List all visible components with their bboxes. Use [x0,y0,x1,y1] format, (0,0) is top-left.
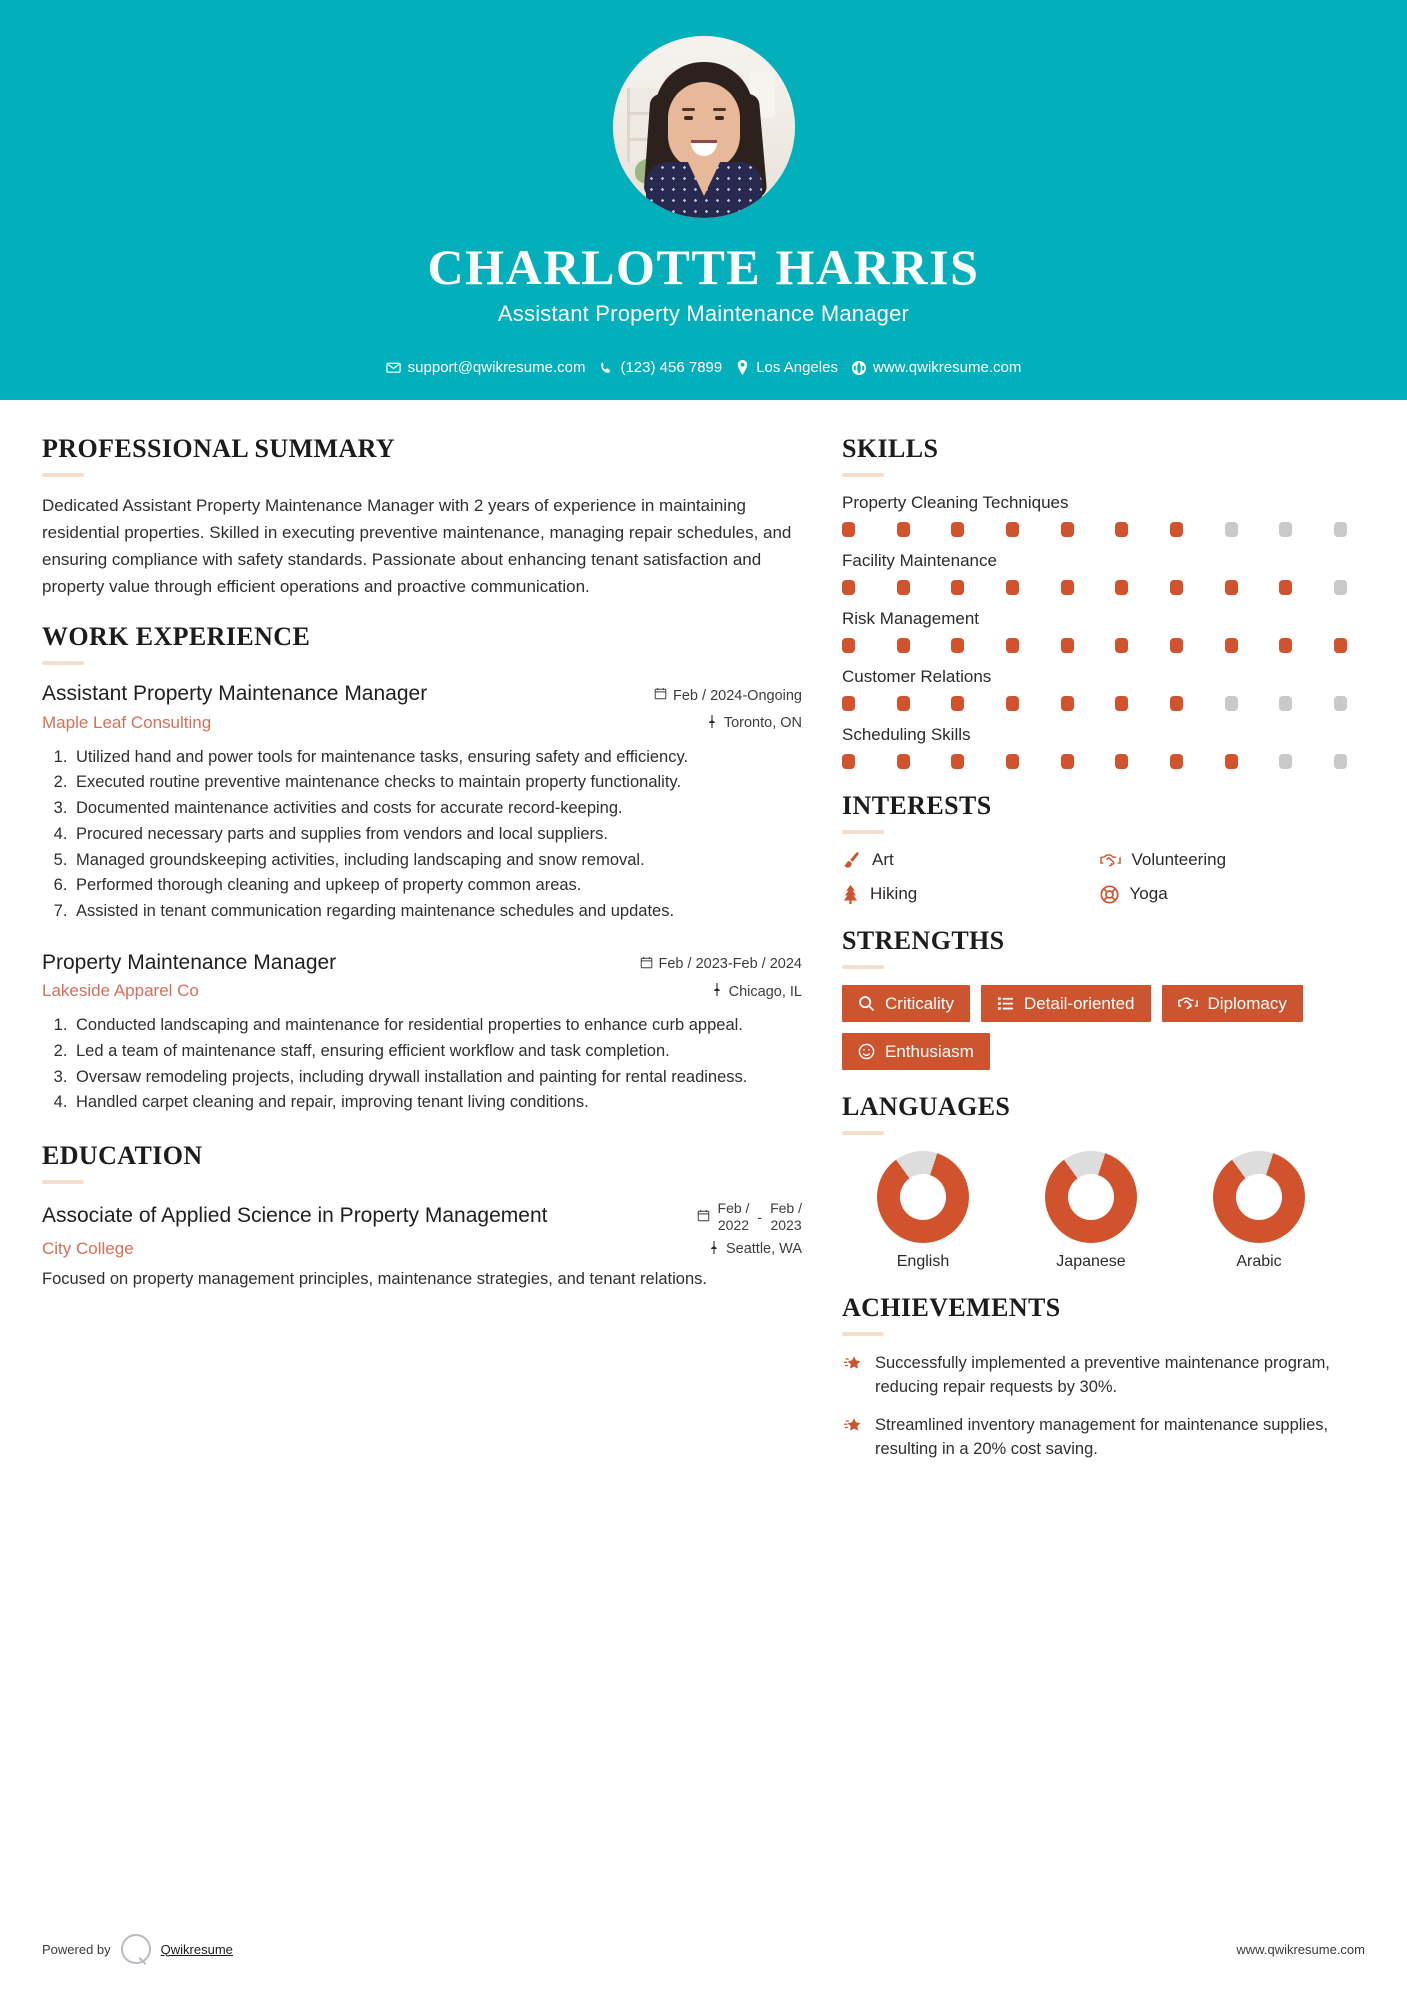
contact-email[interactable] [386,359,586,376]
skill-dot [1334,638,1347,653]
interest-label: Yoga [1129,884,1168,903]
skill-dot [1334,754,1347,769]
star-badge-icon [842,1352,863,1374]
pin-icon [706,715,718,732]
contact-phone-text: (123) 456 7899 [620,359,723,376]
skill-dot [1170,696,1183,711]
donut-hole [900,1174,946,1220]
skill-dot [1225,754,1238,769]
skill-dot [1115,522,1128,537]
skill-dot [1115,754,1128,769]
job-role: Assistant Property Maintenance Manager [42,682,428,706]
handshake-icon [1178,995,1198,1012]
job-bullet: 2. Led a team of maintenance staff, ensuring efficient workflow and task completion. [72,1039,802,1064]
skill-dot [1170,638,1183,653]
list-icon [997,995,1014,1012]
section-rule [42,661,84,665]
skill-dot [897,580,910,595]
job-company: Lakeside Apparel Co [42,981,199,1001]
donut-hole [1236,1174,1282,1220]
skill-dot [842,754,855,769]
section-skills [842,434,1347,769]
job-bullets [42,745,802,924]
avatar [613,36,795,218]
envelope-icon [386,360,401,375]
job-bullet: 2. Executed routine preventive maintenance checks to maintain property functionality. [72,770,802,795]
education-entry [42,1200,802,1291]
strength-label: Criticality [885,994,954,1013]
strengths-heading: STRENGTHS [842,926,1005,955]
section-professional-summary [42,434,802,600]
handshake-icon [1100,851,1121,870]
skill-rating [842,638,1347,653]
job-bullets [42,1013,802,1115]
skill-dot [842,580,855,595]
skill-dot [1006,580,1019,595]
job-bullet: 4. Procured necessary parts and supplies from vendors and local suppliers. [72,822,802,847]
strength-tag-diplomacy[interactable] [1162,985,1303,1022]
skill-dot [1334,580,1347,595]
skill-row [842,725,1347,769]
skill-dot [1006,696,1019,711]
job-dates [654,684,802,704]
section-rule [842,1332,884,1336]
contact-bar [386,359,1022,376]
job-dates [640,953,803,973]
interests-grid [842,850,1347,904]
section-languages [842,1092,1347,1271]
right-column [842,434,1347,1484]
skills-heading: SKILLS [842,434,939,463]
contact-website-text: www.qwikresume.com [872,359,1022,376]
contact-phone[interactable] [599,359,722,376]
contact-location-text: Los Angeles [756,359,838,376]
pin-icon [711,983,723,1000]
job-company: Maple Leaf Consulting [42,712,212,732]
job-bullet: 1. Conducted landscaping and maintenance for residential properties to enhance curb appeal. [72,1013,802,1038]
strength-tag-enthusiasm[interactable] [842,1033,990,1070]
location-pin-icon [736,360,749,375]
language-donut [1045,1151,1137,1243]
job-dates-text: Feb / 2023-Feb / 2024 [658,956,802,973]
paint-brush-icon [842,851,861,870]
section-education [42,1141,802,1291]
interest-label: Art [872,850,894,869]
summary-heading: PROFESSIONAL SUMMARY [42,434,396,463]
skill-dot [1279,754,1292,769]
achievement-text: Successfully implemented a preventive maintenance program, reducing repair requests by 30%. [875,1354,1330,1396]
donut-hole [1068,1174,1114,1220]
section-rule [842,965,884,969]
skill-dot [1279,638,1292,653]
education-start-year: 2022 [717,1216,750,1233]
calendar-icon [654,687,667,704]
work-heading: WORK EXPERIENCE [42,622,311,652]
skill-dot [1279,580,1292,595]
skills-list [842,493,1347,769]
achievement-item [842,1352,1347,1400]
skill-dot [1006,638,1019,653]
job-bullet: 6. Performed thorough cleaning and upkeep of property common areas. [72,873,802,898]
section-rule [842,1131,884,1135]
skill-rating [842,754,1347,769]
skill-label: Facility Maintenance [842,551,997,570]
skill-dot [1115,580,1128,595]
skill-dot [951,696,964,711]
skill-dot [1334,696,1347,711]
job-location [706,712,802,732]
qwikresume-logo-icon [121,1934,151,1964]
job-bullet: 3. Documented maintenance activities and costs for accurate record-keeping. [72,796,802,821]
pine-tree-icon [842,885,859,904]
skill-dot [951,638,964,653]
skill-dot [1225,522,1238,537]
skill-dot [951,580,964,595]
summary-text: Dedicated Assistant Property Maintenance Manager with 2 years of experience in maintaining residential properties. Skilled in executing preventive maintenance, managing repair schedules, and ensuring compliance with safety standards. Passionate about enhancing tenant satisfaction and property value through efficient operations and proactive communication. [42,496,792,596]
language-label: Japanese [1056,1253,1126,1270]
skill-dot [1225,580,1238,595]
strength-label: Detail-oriented [1023,994,1135,1013]
language-label: Arabic [1236,1253,1282,1270]
pin-icon [708,1241,720,1258]
job-bullet: 5. Managed groundskeeping activities, including landscaping and snow removal. [72,848,802,873]
education-date-separator: - [757,1208,763,1225]
skill-label: Customer Relations [842,667,992,686]
skill-rating [842,580,1347,595]
job-location [711,980,802,1000]
strength-label: Enthusiasm [885,1042,974,1061]
section-work-experience [42,622,802,1115]
interests-heading: INTERESTS [842,791,992,820]
skill-label: Risk Management [842,609,980,628]
section-strengths [842,926,1347,1070]
skill-dot [1061,754,1074,769]
strengths-list [842,985,1347,1070]
skill-dot [951,522,964,537]
skill-dot [1170,754,1183,769]
section-achievements [842,1293,1347,1462]
magnifier-icon [858,995,875,1012]
section-rule [42,1180,84,1184]
interest-label: Volunteering [1131,850,1227,869]
footer-brand-link[interactable]: Qwikresume [160,1941,233,1957]
skill-dot [1170,580,1183,595]
skill-dot [1061,638,1074,653]
education-description: Focused on property management principles, maintenance strategies, and tenant relations. [42,1269,707,1288]
page-footer [0,1934,1407,1990]
skill-dot [842,638,855,653]
contact-location [736,359,838,376]
section-rule [842,473,884,477]
education-heading: EDUCATION [42,1141,203,1171]
education-end-year: 2023 [770,1216,802,1233]
skill-dot [1279,696,1292,711]
skill-dot [1115,638,1128,653]
strength-tag-criticality[interactable] [842,985,970,1022]
skill-row [842,667,1347,711]
skill-row [842,493,1347,537]
contact-website[interactable] [852,359,1021,376]
job-bullet: 7. Assisted in tenant communication regarding maintenance schedules and updates. [72,899,802,924]
achievement-text: Streamlined inventory management for maintenance supplies, resulting in a 20% cost saving. [875,1415,1329,1458]
skill-rating [842,522,1347,537]
job-location-text: Chicago, IL [728,983,802,1000]
skill-dot [897,696,910,711]
language-item [1016,1151,1166,1271]
languages-list [842,1151,1347,1271]
skill-dot [897,754,910,769]
skill-dot [1006,754,1019,769]
contact-email-text: support@qwikresume.com [407,359,586,376]
skill-row [842,609,1347,653]
section-rule [42,473,84,477]
skill-dot [1006,522,1019,537]
section-rule [842,830,884,834]
languages-heading: LANGUAGES [842,1092,1011,1121]
achievements-heading: ACHIEVEMENTS [842,1293,1061,1322]
lifebuoy-icon [1100,885,1119,904]
job-bullet: 1. Utilized hand and power tools for maintenance tasks, ensuring safety and efficiency. [72,745,802,770]
interest-item [1100,850,1348,870]
job-entry [42,950,802,1115]
header-job-title: Assistant Property Maintenance Manager [497,301,910,326]
resume-body [0,400,1407,1484]
star-badge-icon [842,1414,863,1436]
skill-row [842,551,1347,595]
skill-dot [842,522,855,537]
smiley-icon [858,1043,875,1060]
education-degree: Associate of Applied Science in Property Management [42,1203,548,1227]
language-label: English [896,1253,950,1270]
interest-item [1100,884,1348,904]
skill-rating [842,696,1347,711]
calendar-icon [640,956,653,973]
page-title: CHARLOTTE HARRIS [427,239,980,295]
language-donut [877,1151,969,1243]
job-dates-text: Feb / 2024-Ongoing [673,687,802,704]
job-bullet: 4. Handled carpet cleaning and repair, improving tenant living conditions. [72,1090,802,1115]
job-bullet: 3. Oversaw remodeling projects, including drywall installation and painting for rental readiness. [72,1065,802,1090]
skill-dot [1061,696,1074,711]
interest-label: Hiking [870,884,918,903]
footer-powered-by: Powered by [42,1941,111,1957]
skill-dot [1225,638,1238,653]
left-column [42,434,802,1484]
job-role: Property Maintenance Manager [42,950,337,974]
job-entry [42,681,802,924]
interest-item [842,884,1090,904]
skill-dot [842,696,855,711]
skill-dot [951,754,964,769]
phone-icon [599,361,613,375]
language-donut [1213,1151,1305,1243]
skill-label: Scheduling Skills [842,725,971,744]
achievement-item [842,1414,1347,1462]
calendar-icon [697,1209,710,1225]
footer-website: www.qwikresume.com [1236,1941,1365,1957]
education-school: City College [42,1238,134,1258]
education-dates [697,1200,802,1234]
interest-item [842,850,1090,870]
strength-tag-detail-oriented[interactable] [981,985,1151,1022]
education-location-text: Seattle, WA [725,1241,802,1258]
job-location-text: Toronto, ON [723,715,802,732]
skill-dot [1061,522,1074,537]
language-item [848,1151,998,1271]
resume-header [0,0,1407,400]
skill-dot [1225,696,1238,711]
language-item [1184,1151,1334,1271]
skill-dot [1170,522,1183,537]
strength-label: Diplomacy [1207,994,1287,1013]
skill-dot [1334,522,1347,537]
education-end-month: Feb / [770,1200,802,1217]
globe-icon [852,361,866,375]
skill-dot [1115,696,1128,711]
education-start-month: Feb / [717,1200,750,1217]
skill-label: Property Cleaning Techniques [842,493,1069,512]
education-location [708,1238,802,1258]
skill-dot [1279,522,1292,537]
section-interests [842,791,1347,904]
skill-dot [897,638,910,653]
skill-dot [1061,580,1074,595]
skill-dot [897,522,910,537]
